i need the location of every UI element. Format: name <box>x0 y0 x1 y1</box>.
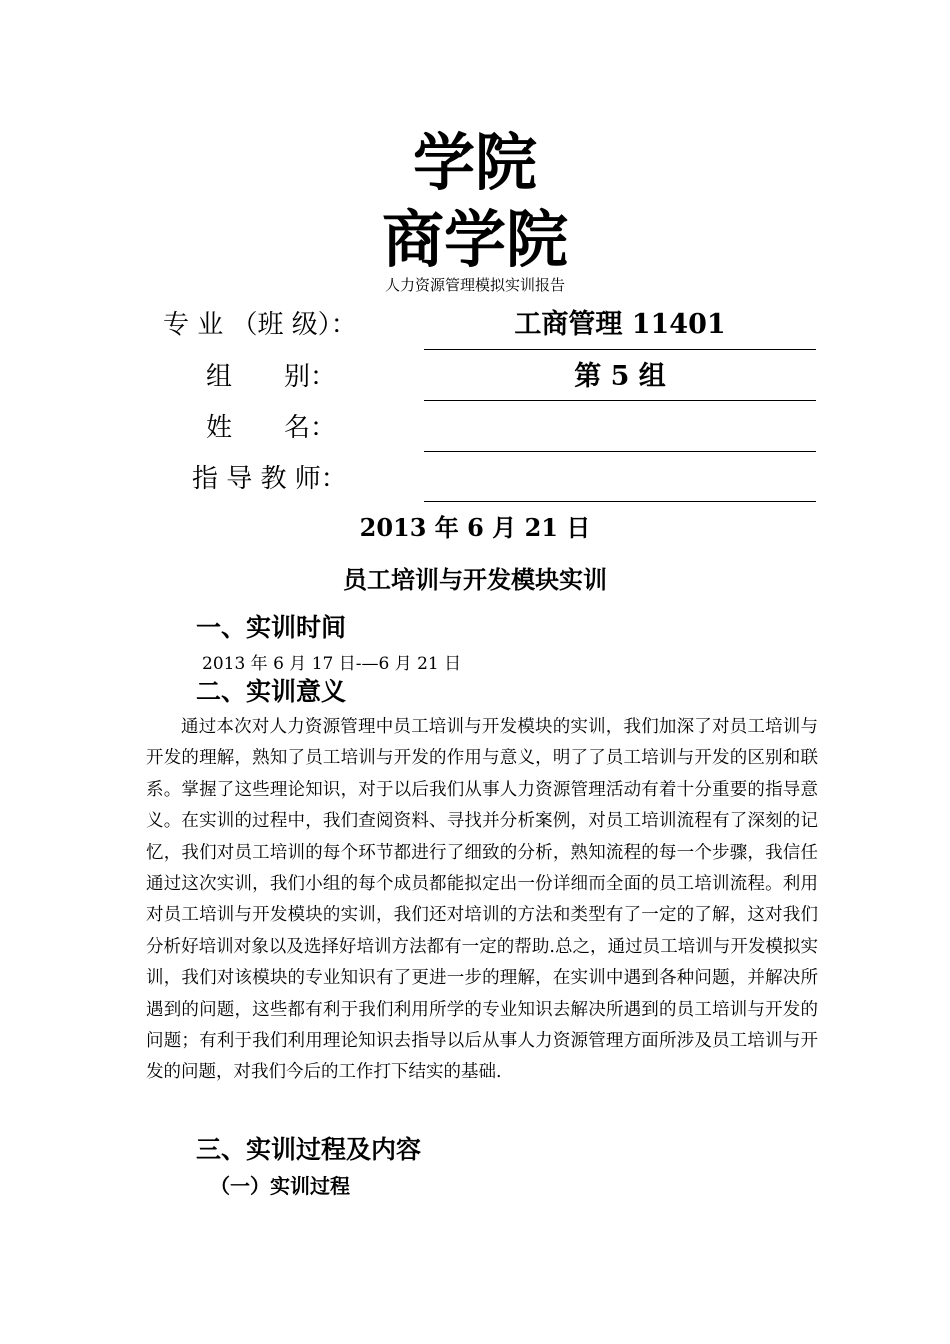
section-1-heading: 一、实训时间 <box>196 613 347 642</box>
report-subtitle: 人力资源管理模拟实训报告 <box>384 276 565 294</box>
training-period: 2013 年 6 月 17 日-—6 月 21 日 <box>202 654 462 674</box>
major-class-value: 工商管理 11401 <box>514 309 726 340</box>
college-title: 学院 <box>412 126 537 199</box>
report-title: 员工培训与开发模块实训 <box>343 566 607 594</box>
significance-paragraph: 通过本次对人力资源管理中员工培训与开发模块的实训，我们加深了对员工培训与开发的理解，熟知了员工培训与开发的作用与意义，明了了员工培训与开发的区别和联系。掌握了这些理论知识，对于以后我们从事人力资源管理活动有着十分重要的指导意义。在实训的过程中，我们查阅资料、寻找并分析案例，对员工培训流程有了深刻的记忆，我们对员工培训的每个环节都进行了细致的分析，熟知流程的每一个步骤，我信任通过这次实训，我们小组的每个成员都能拟定出一份详细而全面的员工培训流程。利用对员工培训与开发模块的实训，我们还对培训的方法和类型有了一定的了解，这对我们分析好培训对象以及选择好培训方法都有一定的帮助.总之，通过员工培训与开发模拟实训，我们对该模块的专业知识有了更进一步的理解，在实训中遇到各种问题，并解决所遇到的问题，这些都有利于我们利用所学的专业知识去解决所遇到的员工培训与开发的问题；有利于我们利用理论知识去指导以后从事人力资源管理方面所涉及员工培训与开发的问题，对我们今后的工作打下结实的基础. <box>146 717 818 1083</box>
section-2-heading: 二、实训意义 <box>196 677 347 706</box>
major-class-label: 专 业 （班 级）： <box>163 310 357 340</box>
group-value: 第 5 组 <box>574 361 666 392</box>
section-3-heading: 三、实训过程及内容 <box>196 1135 422 1164</box>
section-3-subheading: （一）实训过程 <box>210 1174 350 1198</box>
school-title: 商学院 <box>381 203 568 276</box>
name-label: 姓 名： <box>206 413 337 443</box>
name-underline <box>424 451 816 452</box>
group-underline <box>424 400 816 401</box>
advisor-label: 指 导 教 师： <box>192 464 347 494</box>
advisor-underline <box>424 501 816 502</box>
group-label: 组 别： <box>206 362 337 392</box>
major-class-underline <box>424 349 816 350</box>
report-date: 2013 年 6 月 21 日 <box>359 513 591 542</box>
